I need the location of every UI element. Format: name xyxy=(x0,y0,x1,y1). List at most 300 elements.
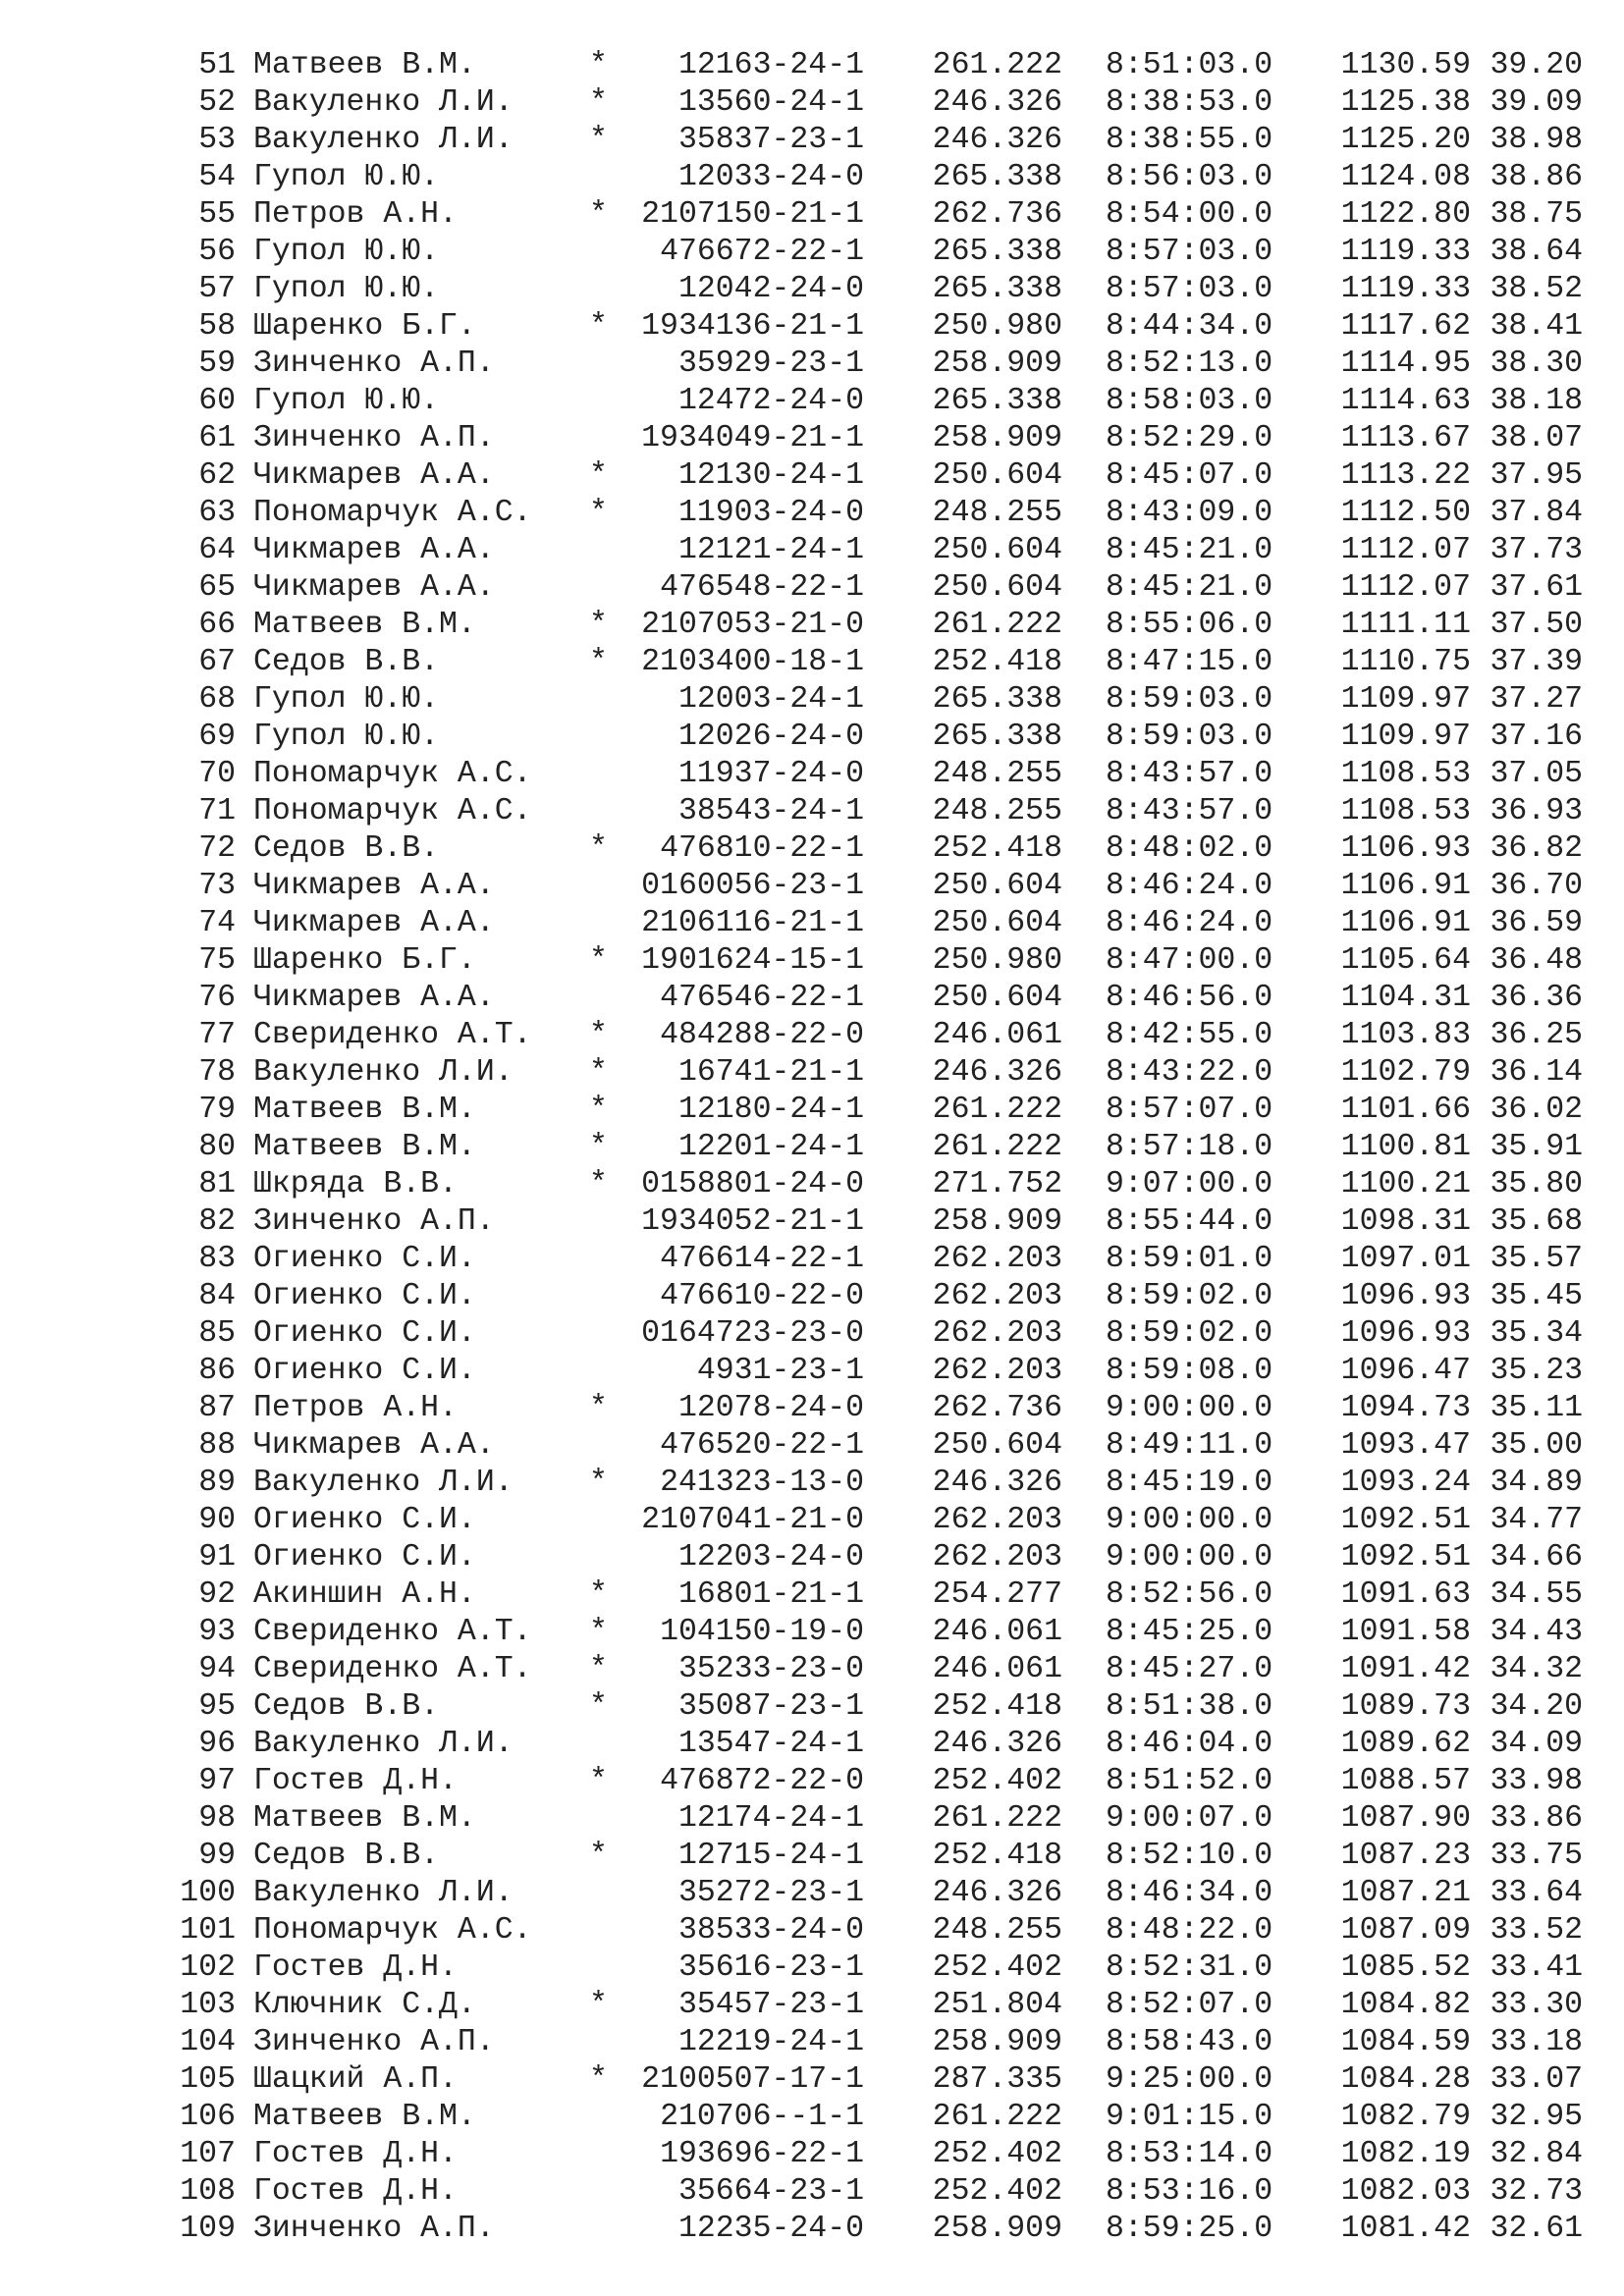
star-mark: * xyxy=(589,1466,608,1500)
fancier-name: Зинченко А.П. xyxy=(253,347,495,381)
speed-value: 1087.90 xyxy=(1340,1801,1471,1836)
fancier-name: Матвеев В.М. xyxy=(253,1130,476,1164)
speed-value: 1084.59 xyxy=(1340,2025,1471,2059)
ring-number: 12715-24-1 xyxy=(677,1839,864,1873)
points-value: 35.34 xyxy=(1489,1316,1583,1351)
distance-km: 248.255 xyxy=(932,757,1062,791)
speed-value: 1122.80 xyxy=(1340,197,1471,232)
speed-value: 1102.79 xyxy=(1340,1055,1471,1090)
points-value: 38.64 xyxy=(1489,235,1583,269)
fancier-name: Пономарчук А.С. xyxy=(253,757,532,791)
ring-number: 476610-22-0 xyxy=(660,1279,864,1313)
distance-km: 261.222 xyxy=(932,48,1062,82)
place-number: 58 xyxy=(198,309,236,344)
speed-value: 1105.64 xyxy=(1340,943,1471,978)
points-value: 38.98 xyxy=(1489,123,1583,157)
arrival-time: 8:52:56.0 xyxy=(1106,1577,1273,1612)
distance-km: 252.402 xyxy=(932,2174,1062,2209)
fancier-name: Гупол Ю.Ю. xyxy=(253,384,440,418)
speed-value: 1082.19 xyxy=(1340,2137,1471,2171)
ring-number: 12201-24-1 xyxy=(677,1130,864,1164)
ring-number: 104150-19-0 xyxy=(660,1615,864,1649)
arrival-time: 9:00:00.0 xyxy=(1106,1503,1273,1537)
speed-value: 1109.97 xyxy=(1340,682,1471,717)
place-number: 106 xyxy=(180,2100,236,2134)
ring-number: 12472-24-0 xyxy=(677,384,864,418)
arrival-time: 8:52:10.0 xyxy=(1106,1839,1273,1873)
distance-km: 262.203 xyxy=(932,1242,1062,1276)
arrival-time: 8:52:07.0 xyxy=(1106,1988,1273,2022)
ring-number: 484288-22-0 xyxy=(660,1018,864,1052)
speed-value: 1114.63 xyxy=(1340,384,1471,418)
points-value: 35.80 xyxy=(1489,1167,1583,1201)
speed-value: 1109.97 xyxy=(1340,720,1471,754)
fancier-name: Гостев Д.Н. xyxy=(253,2174,458,2209)
arrival-time: 8:45:27.0 xyxy=(1106,1652,1273,1686)
place-number: 81 xyxy=(198,1167,236,1201)
speed-value: 1087.23 xyxy=(1340,1839,1471,1873)
distance-km: 248.255 xyxy=(932,1913,1062,1948)
points-value: 35.68 xyxy=(1489,1204,1583,1239)
speed-value: 1092.51 xyxy=(1340,1540,1471,1575)
arrival-time: 8:47:00.0 xyxy=(1106,943,1273,978)
distance-km: 248.255 xyxy=(932,496,1062,530)
distance-km: 246.326 xyxy=(932,1055,1062,1090)
star-mark: * xyxy=(589,48,608,82)
place-number: 75 xyxy=(198,943,236,978)
arrival-time: 8:59:25.0 xyxy=(1106,2212,1273,2246)
distance-km: 262.203 xyxy=(932,1354,1062,1388)
speed-value: 1100.21 xyxy=(1340,1167,1471,1201)
distance-km: 250.604 xyxy=(932,570,1062,605)
ring-number: 12130-24-1 xyxy=(677,458,864,493)
place-number: 70 xyxy=(198,757,236,791)
points-value: 33.30 xyxy=(1489,1988,1583,2022)
distance-km: 250.604 xyxy=(932,1428,1062,1463)
place-number: 89 xyxy=(198,1466,236,1500)
place-number: 100 xyxy=(180,1876,236,1910)
arrival-time: 8:57:03.0 xyxy=(1106,272,1273,306)
arrival-time: 8:43:57.0 xyxy=(1106,757,1273,791)
place-number: 105 xyxy=(180,2062,236,2097)
points-value: 32.95 xyxy=(1489,2100,1583,2134)
fancier-name: Петров А.Н. xyxy=(253,1391,458,1425)
speed-value: 1094.73 xyxy=(1340,1391,1471,1425)
distance-km: 265.338 xyxy=(932,720,1062,754)
arrival-time: 8:45:21.0 xyxy=(1106,533,1273,567)
star-mark: * xyxy=(589,1391,608,1425)
distance-km: 246.061 xyxy=(932,1652,1062,1686)
fancier-name: Вакуленко Л.И. xyxy=(253,85,514,120)
speed-value: 1110.75 xyxy=(1340,645,1471,679)
distance-km: 258.909 xyxy=(932,2212,1062,2246)
speed-value: 1112.07 xyxy=(1340,570,1471,605)
fancier-name: Гупол Ю.Ю. xyxy=(253,272,440,306)
distance-km: 246.326 xyxy=(932,1727,1062,1761)
distance-km: 265.338 xyxy=(932,160,1062,194)
star-mark: * xyxy=(589,1130,608,1164)
points-value: 34.20 xyxy=(1489,1689,1583,1724)
ring-number: 0158801-24-0 xyxy=(641,1167,864,1201)
distance-km: 252.418 xyxy=(932,645,1062,679)
points-value: 37.95 xyxy=(1489,458,1583,493)
fancier-name: Гупол Ю.Ю. xyxy=(253,160,440,194)
ring-number: 1901624-15-1 xyxy=(641,943,864,978)
fancier-name: Седов В.В. xyxy=(253,1839,440,1873)
points-value: 32.61 xyxy=(1489,2212,1583,2246)
fancier-name: Огиенко С.И. xyxy=(253,1503,476,1537)
distance-km: 248.255 xyxy=(932,794,1062,828)
ring-number: 12078-24-0 xyxy=(677,1391,864,1425)
speed-value: 1082.03 xyxy=(1340,2174,1471,2209)
distance-km: 250.604 xyxy=(932,458,1062,493)
fancier-name: Шацкий А.П. xyxy=(253,2062,458,2097)
place-number: 103 xyxy=(180,1988,236,2022)
speed-value: 1104.31 xyxy=(1340,981,1471,1015)
points-value: 38.86 xyxy=(1489,160,1583,194)
arrival-time: 8:58:43.0 xyxy=(1106,2025,1273,2059)
ring-number: 12033-24-0 xyxy=(677,160,864,194)
distance-km: 265.338 xyxy=(932,384,1062,418)
place-number: 102 xyxy=(180,1950,236,1985)
place-number: 94 xyxy=(198,1652,236,1686)
speed-value: 1113.67 xyxy=(1340,421,1471,455)
fancier-name: Огиенко С.И. xyxy=(253,1540,476,1575)
speed-value: 1125.20 xyxy=(1340,123,1471,157)
ring-number: 12219-24-1 xyxy=(677,2025,864,2059)
arrival-time: 8:43:09.0 xyxy=(1106,496,1273,530)
points-value: 35.57 xyxy=(1489,1242,1583,1276)
arrival-time: 9:00:00.0 xyxy=(1106,1391,1273,1425)
distance-km: 258.909 xyxy=(932,347,1062,381)
place-number: 54 xyxy=(198,160,236,194)
speed-value: 1092.51 xyxy=(1340,1503,1471,1537)
distance-km: 252.418 xyxy=(932,1689,1062,1724)
ring-number: 2107150-21-1 xyxy=(641,197,864,232)
speed-value: 1108.53 xyxy=(1340,757,1471,791)
place-number: 83 xyxy=(198,1242,236,1276)
ring-number: 12003-24-1 xyxy=(677,682,864,717)
points-value: 34.09 xyxy=(1489,1727,1583,1761)
ring-number: 35929-23-1 xyxy=(677,347,864,381)
fancier-name: Пономарчук А.С. xyxy=(253,496,532,530)
place-number: 56 xyxy=(198,235,236,269)
ring-number: 35233-23-0 xyxy=(677,1652,864,1686)
arrival-time: 8:51:38.0 xyxy=(1106,1689,1273,1724)
fancier-name: Петров А.Н. xyxy=(253,197,458,232)
place-number: 84 xyxy=(198,1279,236,1313)
fancier-name: Чикмарев А.А. xyxy=(253,533,495,567)
speed-value: 1096.47 xyxy=(1340,1354,1471,1388)
place-number: 86 xyxy=(198,1354,236,1388)
points-value: 36.36 xyxy=(1489,981,1583,1015)
fancier-name: Гупол Ю.Ю. xyxy=(253,682,440,717)
ring-number: 1934052-21-1 xyxy=(641,1204,864,1239)
place-number: 69 xyxy=(198,720,236,754)
points-value: 33.07 xyxy=(1489,2062,1583,2097)
points-value: 36.93 xyxy=(1489,794,1583,828)
speed-value: 1119.33 xyxy=(1340,235,1471,269)
place-number: 80 xyxy=(198,1130,236,1164)
ring-number: 35457-23-1 xyxy=(677,1988,864,2022)
distance-km: 258.909 xyxy=(932,2025,1062,2059)
arrival-time: 8:52:13.0 xyxy=(1106,347,1273,381)
arrival-time: 8:59:01.0 xyxy=(1106,1242,1273,1276)
speed-value: 1091.63 xyxy=(1340,1577,1471,1612)
fancier-name: Пономарчук А.С. xyxy=(253,794,532,828)
fancier-name: Чикмарев А.А. xyxy=(253,458,495,493)
distance-km: 251.804 xyxy=(932,1988,1062,2022)
place-number: 82 xyxy=(198,1204,236,1239)
fancier-name: Свериденко А.Т. xyxy=(253,1652,532,1686)
ring-number: 38533-24-0 xyxy=(677,1913,864,1948)
fancier-name: Гупол Ю.Ю. xyxy=(253,720,440,754)
ring-number: 35272-23-1 xyxy=(677,1876,864,1910)
fancier-name: Шаренко Б.Г. xyxy=(253,943,476,978)
fancier-name: Матвеев В.М. xyxy=(253,608,476,642)
place-number: 108 xyxy=(180,2174,236,2209)
speed-value: 1112.50 xyxy=(1340,496,1471,530)
arrival-time: 8:55:44.0 xyxy=(1106,1204,1273,1239)
fancier-name: Гостев Д.Н. xyxy=(253,1764,458,1798)
ring-number: 476546-22-1 xyxy=(660,981,864,1015)
points-value: 34.32 xyxy=(1489,1652,1583,1686)
fancier-name: Ключник С.Д. xyxy=(253,1988,476,2022)
place-number: 99 xyxy=(198,1839,236,1873)
arrival-time: 8:57:03.0 xyxy=(1106,235,1273,269)
speed-value: 1108.53 xyxy=(1340,794,1471,828)
points-value: 36.59 xyxy=(1489,906,1583,940)
speed-value: 1096.93 xyxy=(1340,1279,1471,1313)
place-number: 104 xyxy=(180,2025,236,2059)
fancier-name: Гостев Д.Н. xyxy=(253,2137,458,2171)
points-value: 35.91 xyxy=(1489,1130,1583,1164)
place-number: 62 xyxy=(198,458,236,493)
arrival-time: 8:59:02.0 xyxy=(1106,1279,1273,1313)
speed-value: 1088.57 xyxy=(1340,1764,1471,1798)
arrival-time: 8:51:03.0 xyxy=(1106,48,1273,82)
place-number: 52 xyxy=(198,85,236,120)
ring-number: 476872-22-0 xyxy=(660,1764,864,1798)
arrival-time: 9:07:00.0 xyxy=(1106,1167,1273,1201)
arrival-time: 8:48:02.0 xyxy=(1106,831,1273,866)
arrival-time: 8:38:55.0 xyxy=(1106,123,1273,157)
ring-number: 476548-22-1 xyxy=(660,570,864,605)
place-number: 98 xyxy=(198,1801,236,1836)
arrival-time: 9:00:07.0 xyxy=(1106,1801,1273,1836)
fancier-name: Седов В.В. xyxy=(253,831,440,866)
speed-value: 1119.33 xyxy=(1340,272,1471,306)
arrival-time: 8:43:22.0 xyxy=(1106,1055,1273,1090)
ring-number: 12203-24-0 xyxy=(677,1540,864,1575)
fancier-name: Огиенко С.И. xyxy=(253,1316,476,1351)
speed-value: 1113.22 xyxy=(1340,458,1471,493)
ring-number: 35087-23-1 xyxy=(677,1689,864,1724)
distance-km: 262.736 xyxy=(932,1391,1062,1425)
fancier-name: Гостев Д.Н. xyxy=(253,1950,458,1985)
distance-km: 246.326 xyxy=(932,1876,1062,1910)
star-mark: * xyxy=(589,943,608,978)
arrival-time: 8:54:00.0 xyxy=(1106,197,1273,232)
arrival-time: 8:59:03.0 xyxy=(1106,720,1273,754)
ring-number: 13547-24-1 xyxy=(677,1727,864,1761)
ring-number: 2106116-21-1 xyxy=(641,906,864,940)
place-number: 85 xyxy=(198,1316,236,1351)
place-number: 96 xyxy=(198,1727,236,1761)
distance-km: 261.222 xyxy=(932,1093,1062,1127)
place-number: 73 xyxy=(198,869,236,903)
speed-value: 1101.66 xyxy=(1340,1093,1471,1127)
speed-value: 1096.93 xyxy=(1340,1316,1471,1351)
ring-number: 476614-22-1 xyxy=(660,1242,864,1276)
distance-km: 250.604 xyxy=(932,533,1062,567)
place-number: 51 xyxy=(198,48,236,82)
fancier-name: Седов В.В. xyxy=(253,645,440,679)
distance-km: 261.222 xyxy=(932,1801,1062,1836)
place-number: 55 xyxy=(198,197,236,232)
arrival-time: 8:46:24.0 xyxy=(1106,869,1273,903)
speed-value: 1097.01 xyxy=(1340,1242,1471,1276)
speed-value: 1091.42 xyxy=(1340,1652,1471,1686)
speed-value: 1124.08 xyxy=(1340,160,1471,194)
star-mark: * xyxy=(589,1018,608,1052)
star-mark: * xyxy=(589,1689,608,1724)
place-number: 77 xyxy=(198,1018,236,1052)
ring-number: 12180-24-1 xyxy=(677,1093,864,1127)
speed-value: 1087.21 xyxy=(1340,1876,1471,1910)
fancier-name: Огиенко С.И. xyxy=(253,1279,476,1313)
star-mark: * xyxy=(589,1615,608,1649)
arrival-time: 8:48:22.0 xyxy=(1106,1913,1273,1948)
arrival-time: 8:45:21.0 xyxy=(1106,570,1273,605)
place-number: 92 xyxy=(198,1577,236,1612)
distance-km: 258.909 xyxy=(932,1204,1062,1239)
points-value: 34.66 xyxy=(1489,1540,1583,1575)
place-number: 74 xyxy=(198,906,236,940)
place-number: 53 xyxy=(198,123,236,157)
place-number: 107 xyxy=(180,2137,236,2171)
points-value: 33.18 xyxy=(1489,2025,1583,2059)
place-number: 93 xyxy=(198,1615,236,1649)
ring-number: 12121-24-1 xyxy=(677,533,864,567)
speed-value: 1112.07 xyxy=(1340,533,1471,567)
star-mark: * xyxy=(589,1577,608,1612)
points-value: 36.82 xyxy=(1489,831,1583,866)
fancier-name: Матвеев В.М. xyxy=(253,48,476,82)
points-value: 38.30 xyxy=(1489,347,1583,381)
ring-number: 1934136-21-1 xyxy=(641,309,864,344)
arrival-time: 8:45:07.0 xyxy=(1106,458,1273,493)
points-value: 33.75 xyxy=(1489,1839,1583,1873)
speed-value: 1106.91 xyxy=(1340,906,1471,940)
star-mark: * xyxy=(589,496,608,530)
ring-number: 35616-23-1 xyxy=(677,1950,864,1985)
speed-value: 1082.79 xyxy=(1340,2100,1471,2134)
arrival-time: 8:52:31.0 xyxy=(1106,1950,1273,1985)
star-mark: * xyxy=(589,458,608,493)
points-value: 38.41 xyxy=(1489,309,1583,344)
star-mark: * xyxy=(589,1764,608,1798)
arrival-time: 8:46:24.0 xyxy=(1106,906,1273,940)
star-mark: * xyxy=(589,1839,608,1873)
points-value: 33.64 xyxy=(1489,1876,1583,1910)
points-value: 37.05 xyxy=(1489,757,1583,791)
speed-value: 1084.82 xyxy=(1340,1988,1471,2022)
fancier-name: Чикмарев А.А. xyxy=(253,869,495,903)
fancier-name: Зинченко А.П. xyxy=(253,1204,495,1239)
fancier-name: Зинченко А.П. xyxy=(253,2025,495,2059)
fancier-name: Гупол Ю.Ю. xyxy=(253,235,440,269)
arrival-time: 8:59:02.0 xyxy=(1106,1316,1273,1351)
place-number: 65 xyxy=(198,570,236,605)
distance-km: 246.061 xyxy=(932,1018,1062,1052)
points-value: 36.48 xyxy=(1489,943,1583,978)
ring-number: 12235-24-0 xyxy=(677,2212,864,2246)
ring-number: 476810-22-1 xyxy=(660,831,864,866)
ring-number: 4931-23-1 xyxy=(696,1354,864,1388)
distance-km: 262.203 xyxy=(932,1503,1062,1537)
place-number: 63 xyxy=(198,496,236,530)
ring-number: 12163-24-1 xyxy=(677,48,864,82)
fancier-name: Вакуленко Л.И. xyxy=(253,1466,514,1500)
speed-value: 1125.38 xyxy=(1340,85,1471,120)
speed-value: 1100.81 xyxy=(1340,1130,1471,1164)
ring-number: 193696-22-1 xyxy=(660,2137,864,2171)
arrival-time: 8:51:52.0 xyxy=(1106,1764,1273,1798)
place-number: 66 xyxy=(198,608,236,642)
place-number: 78 xyxy=(198,1055,236,1090)
points-value: 39.20 xyxy=(1489,48,1583,82)
distance-km: 262.736 xyxy=(932,197,1062,232)
arrival-time: 8:59:08.0 xyxy=(1106,1354,1273,1388)
ring-number: 476520-22-1 xyxy=(660,1428,864,1463)
arrival-time: 8:47:15.0 xyxy=(1106,645,1273,679)
star-mark: * xyxy=(589,1055,608,1090)
fancier-name: Чикмарев А.А. xyxy=(253,570,495,605)
fancier-name: Чикмарев А.А. xyxy=(253,1428,495,1463)
arrival-time: 8:49:11.0 xyxy=(1106,1428,1273,1463)
fancier-name: Чикмарев А.А. xyxy=(253,981,495,1015)
points-value: 35.45 xyxy=(1489,1279,1583,1313)
distance-km: 252.402 xyxy=(932,1950,1062,1985)
place-number: 97 xyxy=(198,1764,236,1798)
place-number: 109 xyxy=(180,2212,236,2246)
arrival-time: 8:43:57.0 xyxy=(1106,794,1273,828)
points-value: 34.89 xyxy=(1489,1466,1583,1500)
distance-km: 252.418 xyxy=(932,831,1062,866)
arrival-time: 9:01:15.0 xyxy=(1106,2100,1273,2134)
arrival-time: 8:57:18.0 xyxy=(1106,1130,1273,1164)
distance-km: 265.338 xyxy=(932,272,1062,306)
fancier-name: Седов В.В. xyxy=(253,1689,440,1724)
distance-km: 262.203 xyxy=(932,1540,1062,1575)
points-value: 37.16 xyxy=(1489,720,1583,754)
ring-number: 210706--1-1 xyxy=(660,2100,864,2134)
distance-km: 258.909 xyxy=(932,421,1062,455)
star-mark: * xyxy=(589,831,608,866)
arrival-time: 9:00:00.0 xyxy=(1106,1540,1273,1575)
points-value: 36.02 xyxy=(1489,1093,1583,1127)
speed-value: 1106.93 xyxy=(1340,831,1471,866)
distance-km: 254.277 xyxy=(932,1577,1062,1612)
distance-km: 265.338 xyxy=(932,682,1062,717)
star-mark: * xyxy=(589,608,608,642)
distance-km: 250.604 xyxy=(932,869,1062,903)
arrival-time: 8:38:53.0 xyxy=(1106,85,1273,120)
ring-number: 16801-21-1 xyxy=(677,1577,864,1612)
fancier-name: Зинченко А.П. xyxy=(253,2212,495,2246)
place-number: 59 xyxy=(198,347,236,381)
